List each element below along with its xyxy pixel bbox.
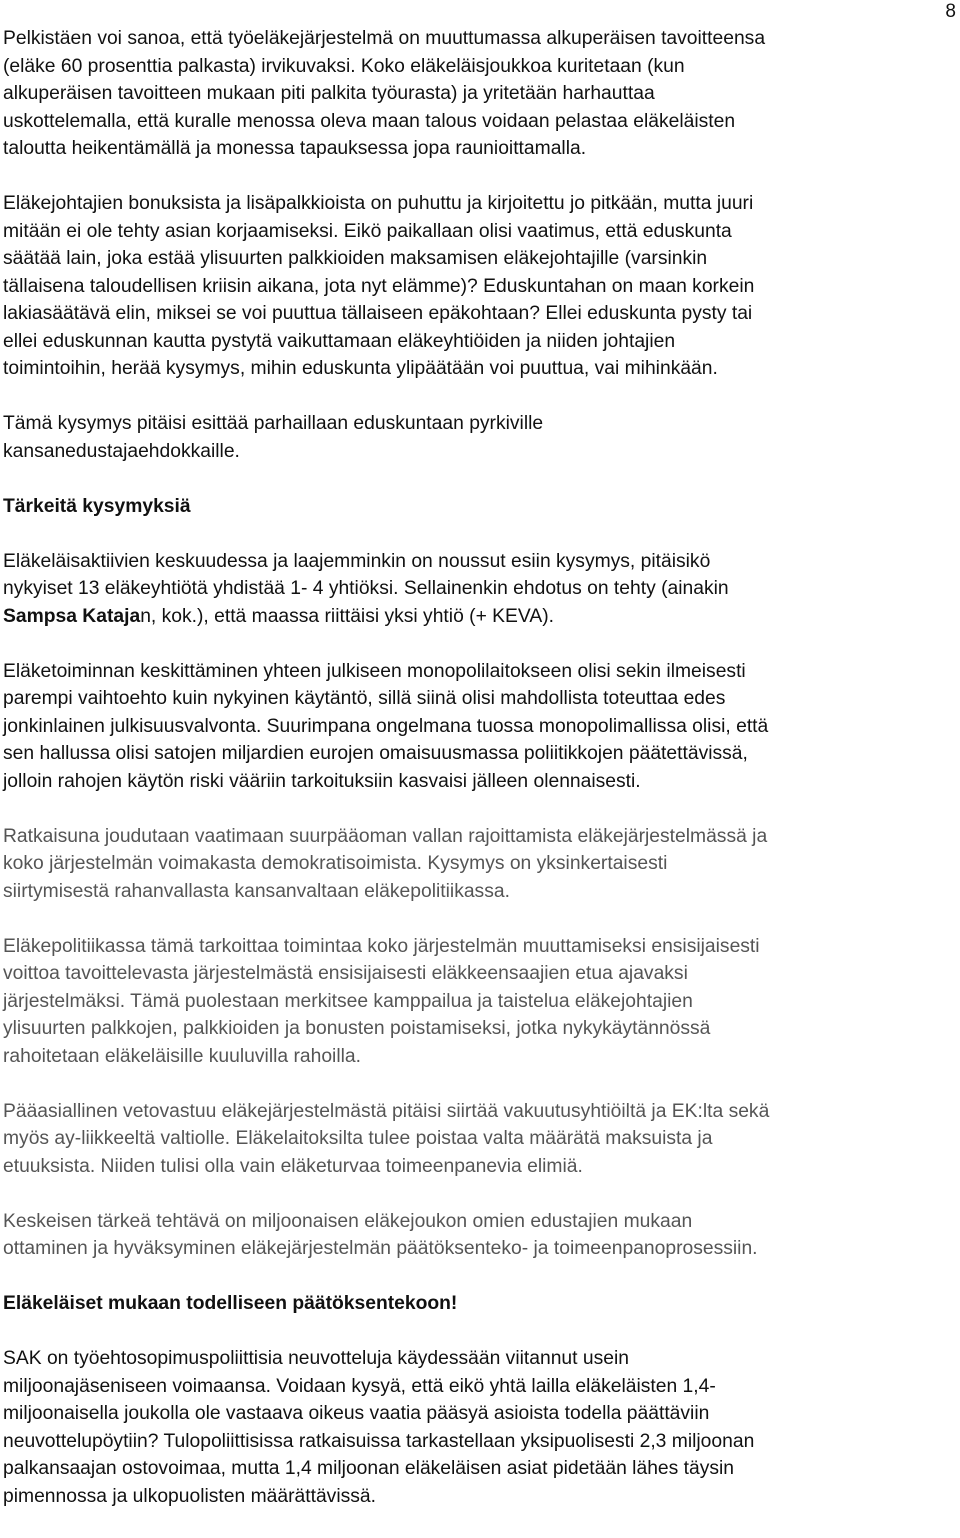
paragraph-line: Pääasiallinen vetovastuu eläkejärjestelmästä pitäisi siirtää vakuutusyhtiöiltä ja EK:lta sekä (3, 1100, 770, 1122)
paragraph-line: Tämä kysymys pitäisi esittää parhaillaan eduskuntaan pyrkiville (3, 413, 544, 434)
paragraph-line: tällaisena taloudellisen kriisin aikana, jota nyt elämme)? Eduskuntahan on maan korkein (3, 275, 755, 297)
paragraph-line: mitään ei ole tehty asian korjaamiseksi. Eikö paikallaan olisi vaatimus, että eduskunta (3, 220, 732, 242)
paragraph-line: siirtymisestä rahanvallasta kansanvaltaan eläkepolitiikassa. (3, 880, 510, 902)
paragraph-line: Pelkistäen voi sanoa, että työeläkejärjestelmä on muuttumassa alkuperäisen tavoitteensa (3, 28, 766, 49)
paragraph-line: neuvottelupöytiin? Tulopoliittisissa ratkaisuissa tarkastellaan yksipuolisesti 2,3 miljoonan (3, 1430, 755, 1452)
page-number: 8 (945, 1, 956, 22)
document-body (3, 25, 955, 1538)
paragraph-line-rest: n, kok.), että maassa riittäisi yksi yhtiö (+ KEVA). (140, 605, 554, 627)
paragraph-line: toimintoihin, herää kysymys, mihin eduskunta ylipäätään voi puuttua, vai mihinkään. (3, 358, 718, 379)
paragraph-group-3 (3, 1345, 955, 1510)
paragraph-line: alkuperäisen tavoitteen mukaan piti palkita työurasta) ja yritetään harhauttaa (3, 83, 655, 104)
paragraph-line: säätää lain, joka estää ylisuurten palkkioiden maksamisen eläkejohtajille (varsinkin (3, 248, 708, 269)
paragraph (3, 933, 955, 1071)
paragraph-line: Eläkeläisaktiivien keskuudessa ja laajemminkin on noussut esiin kysymys, pitäisikö (3, 550, 711, 572)
paragraph (3, 658, 955, 796)
paragraph-line: parempi vaihtoehto kuin nykyinen käytäntö, sillä siinä olisi mahdollista toteuttaa edes (3, 688, 726, 709)
paragraph-line: taloutta heikentämällä ja monessa tapauksessa jopa raunioittamalla. (3, 138, 587, 159)
paragraph-line: Ratkaisuna joudutaan vaatimaan suurpääoman vallan rajoittamista eläkejärjestelmässä ja (3, 825, 768, 847)
paragraph-line: palkansaajan ostovoimaa, mutta 1,4 miljoonan eläkeläisen asiat pidetään lähes täysin (3, 1458, 735, 1479)
paragraph-line: Eläketoiminnan keskittäminen yhteen julkiseen monopolilaitokseen olisi sekin ilmeisesti (3, 660, 746, 682)
paragraph-line: järjestelmäksi. Tämä puolestaan merkitsee kamppailua ja taistelua eläkejohtajien (3, 990, 693, 1012)
paragraph-line: lakiasäätävä elin, miksei se voi puuttua tällaiseen epäkohtaan? Ellei eduskunta pysty tai (3, 303, 753, 324)
paragraph-line: etuuksista. Niiden tulisi olla vain eläketurvaa toimeenpanevia elimiä. (3, 1155, 583, 1177)
paragraph-eläkeyhtiöt (3, 548, 955, 631)
paragraph-line: rahoitetaan eläkeläisille kuuluvilla rahoilla. (3, 1045, 361, 1067)
paragraph-line: koko järjestelmän voimakasta demokratisoimista. Kysymys on yksinkertaisesti (3, 853, 668, 874)
paragraph (3, 25, 955, 163)
section-heading-tarkeita-kysymyksia: Tärkeitä kysymyksiä (3, 495, 191, 517)
paragraph-line: sen hallussa olisi satojen miljardien eurojen omaisuusmassa poliitikkojen päätettävissä, (3, 743, 748, 764)
paragraph-line: SAK on työehtosopimuspoliittisia neuvotteluja käydessään viitannut usein (3, 1348, 629, 1369)
paragraph (3, 190, 955, 383)
paragraph-line: jonkinlainen julkisuusvalvonta. Suurimpana ongelmana tuossa monopolimallissa olisi, että (3, 715, 769, 737)
paragraph-line: ottaminen ja hyväksyminen eläkejärjestelmän päätöksenteko- ja toimeenpanoprosessiin. (3, 1238, 758, 1259)
paragraph-line: nykyiset 13 eläkeyhtiötä yhdistää 1- 4 yhtiöksi. Sellainenkin ehdotus on tehty (ainakin (3, 578, 729, 599)
paragraph-line: kansanedustajaehdokkaille. (3, 440, 240, 462)
paragraph-line: miljoonaisella joukolla ole vastaava oikeus vaatia pääsyä asioista todella päättäviin (3, 1403, 710, 1424)
paragraph-line (3, 603, 955, 631)
person-name-bold: Sampsa Kataja (3, 605, 141, 627)
paragraph-line: Keskeisen tärkeä tehtävä on miljoonaisen eläkejoukon omien edustajien mukaan (3, 1210, 693, 1232)
paragraph (3, 1345, 955, 1510)
section-heading-elakelaiset-mukaan: Eläkeläiset mukaan todelliseen päätöksentekoon! (3, 1293, 458, 1314)
paragraph-line: ellei eduskunnan kautta pystytä vaikuttamaan eläkeyhtiöiden ja niiden johtajien (3, 330, 676, 352)
paragraph-line: miljoonajäseniseen voimaansa. Voidaan kysyä, että eikö yhtä lailla eläkeläisten 1,4- (3, 1375, 716, 1397)
paragraph-line: pimennossa ja ulkopuolisten määrättävissä. (3, 1485, 376, 1507)
paragraph-group-1 (3, 25, 955, 465)
paragraph-line: ylisuurten palkkojen, palkkioiden ja bonusten poistamiseksi, jotka nykykäytännössä (3, 1018, 711, 1039)
paragraph (3, 1098, 955, 1181)
paragraph (3, 823, 955, 906)
paragraph-line: jolloin rahojen käytön riski vääriin tarkoituksiin kasvaisi jälleen olennaisesti. (3, 770, 641, 792)
paragraph-group-2 (3, 658, 955, 1263)
paragraph-line: uskottelemalla, että kuralle menossa oleva maan talous voidaan pelastaa eläkeläisten (3, 110, 736, 132)
paragraph (3, 1208, 955, 1263)
paragraph (3, 410, 955, 465)
paragraph-line: myös ay-liikkeeltä valtiolle. Eläkelaitoksilta tulee poistaa valta määrätä maksuista ja (3, 1128, 713, 1149)
paragraph-line: Eläkepolitiikassa tämä tarkoittaa toimintaa koko järjestelmän muuttamiseksi ensisijaisesti (3, 935, 760, 957)
paragraph-line: (eläke 60 prosenttia palkasta) irvikuvaksi. Koko eläkeläisjoukkoa kuritetaan (kun (3, 55, 685, 77)
paragraph-line: voittoa tavoittelevasta järjestelmästä ensisijaisesti eläkkeensaajien etua ajavaksi (3, 963, 688, 984)
paragraph-line: Eläkejohtajien bonuksista ja lisäpalkkioista on puhuttu ja kirjoitettu jo pitkään, mutta juuri (3, 193, 754, 214)
